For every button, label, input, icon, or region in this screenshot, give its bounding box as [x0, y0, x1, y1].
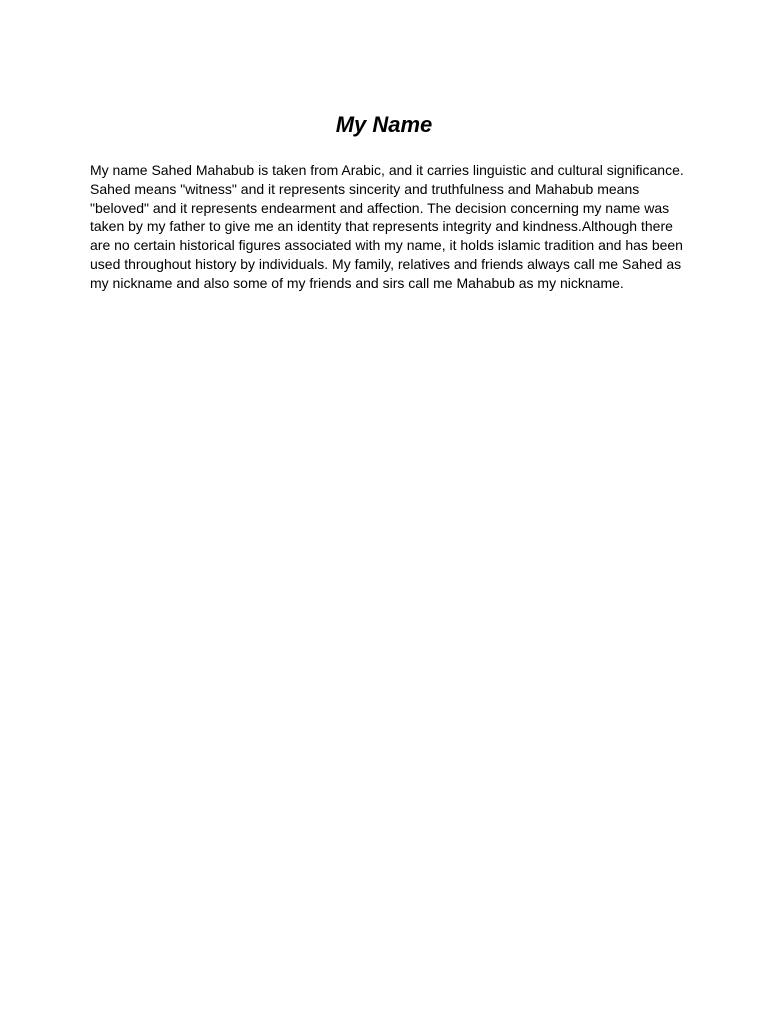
- paragraph-line: my nickname and also some of my friends and sirs call me Mahabub as my nickname.: [90, 274, 624, 291]
- paragraph-line: "beloved" and it represents endearment and affection. The decision concerning my name was: [90, 199, 670, 216]
- paragraph-line: used throughout history by individuals. My family, relatives and friends always call me Sahed as: [90, 255, 682, 272]
- paragraph-line: are no certain historical figures associated with my name, it holds islamic tradition and has been: [90, 237, 683, 254]
- body-paragraph: [90, 161, 690, 293]
- paragraph-line: My name Sahed Mahabub is taken from Arabic, and it carries linguistic and cultural significance.: [90, 162, 684, 178]
- paragraph-line: taken by my father to give me an identity that represents integrity and kindness.Although there: [90, 218, 673, 235]
- document-title: My Name: [335, 112, 433, 137]
- paragraph-line: Sahed means "witness" and it represents sincerity and truthfulness and Mahabub means: [90, 180, 640, 197]
